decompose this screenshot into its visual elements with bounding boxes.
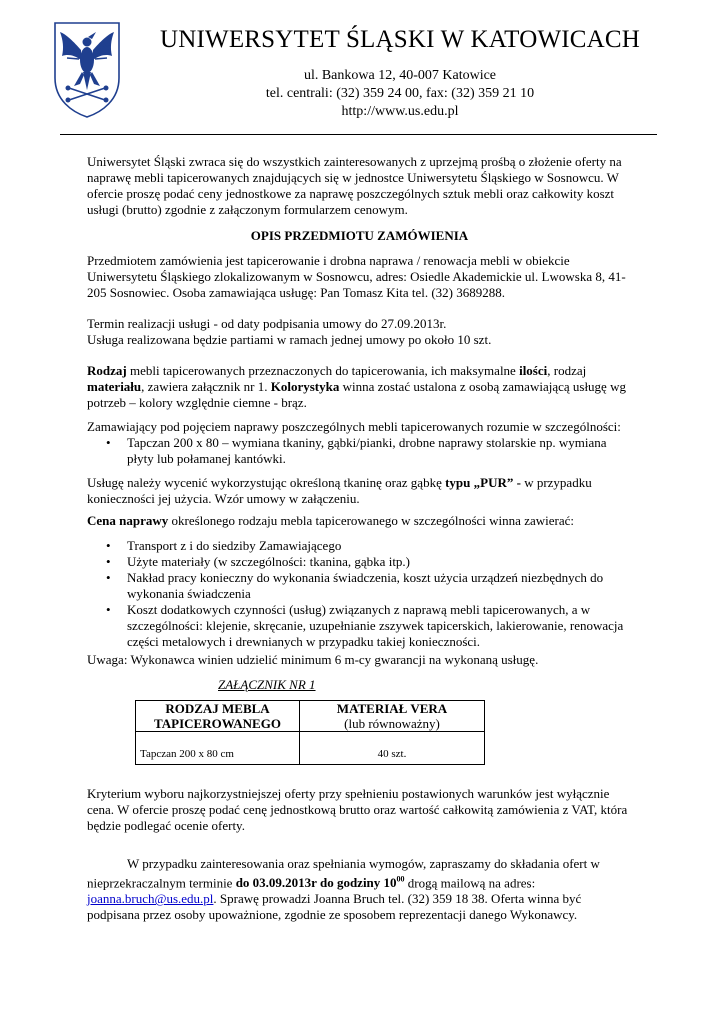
list-item: • Użyte materiały (w szczególności: tkanina, gąbka itp.)	[127, 554, 632, 570]
type-text: mebli tapicerowanych przeznaczonych do tapicerowania, ich maksymalne	[126, 363, 520, 378]
header-line: TAPICEROWANEGO	[154, 716, 281, 731]
batch-line: Usługa realizowana będzie partiami w ramach jednej umowy po około 10 szt.	[87, 332, 492, 347]
section-title: OPIS PRZEDMIOTU ZAMÓWIENIA	[250, 228, 469, 243]
university-crest-logo	[52, 20, 122, 120]
cost-intro	[87, 513, 632, 529]
foam-type-label: typu „PUR” -	[445, 475, 521, 490]
table-header-row	[136, 701, 485, 732]
type-text: winna zostać ustalona z osobą zamawiającą usługę wg potrzeb – kolory względnie ciemne - brąz.	[87, 379, 626, 410]
university-website: http://www.us.edu.pl	[341, 104, 459, 119]
warranty-note: Uwaga: Wykonawca winien udzielić minimum 6 m-cy gwarancji na wykonaną usługę.	[87, 652, 539, 667]
university-phone-fax: tel. centrali: (32) 359 24 00, fax: (32) 359 21 10	[265, 86, 535, 101]
header-line: (lub równoważny)	[344, 716, 440, 731]
col-header-material	[300, 701, 485, 732]
material-label: materiału	[87, 379, 142, 394]
cost-label: Cena naprawy	[87, 513, 169, 528]
list-item: • Transport z i do siedziby Zamawiającego	[127, 538, 632, 554]
header-divider	[60, 134, 657, 135]
deadline-text: do 03.09.2013r do godziny 10	[235, 875, 397, 891]
criteria-paragraph: Kryterium wyboru najkorzystniejszej oferty przy spełnieniu postawionych warunków jest wyłącznie cena. W ofercie proszę podać cenę jednostkową brutto oraz wartość całkowitą zamówienia z VAT, która będzie podlegać ocenie oferty.	[87, 786, 628, 833]
closing-text: drogą mailową na adres:	[404, 875, 536, 891]
color-label: Kolorystyka	[270, 379, 340, 394]
subject-paragraph: Przedmiotem zamówienia jest tapicerowanie i drobna naprawa / renowacja mebli w obiekcie Uniwersytetu Śląskiego zlokalizowanym w Sosnowcu, adres: Osiedle Akademickie ul. Lwowska 8, 41-205 Sosnowiec. Osoba zamawiająca usługę: Pan Tomasz Kita tel. (32) 3689288.	[87, 253, 626, 300]
email-link[interactable]: joanna.bruch@us.edu.pl	[87, 891, 214, 907]
repair-list	[87, 435, 632, 467]
quantity-label: ilości	[519, 363, 548, 378]
table-row	[136, 732, 485, 765]
type-text: , zawiera załącznik nr 1.	[141, 379, 271, 394]
deadline	[236, 875, 405, 890]
repair-intro: Zamawiający pod pojęciem naprawy poszczególnych mebli tapicerowanych rozumie w szczególności:	[87, 419, 621, 434]
header-line: RODZAJ MEBLA	[165, 701, 270, 716]
university-address: ul. Bankowa 12, 40-007 Katowice	[303, 68, 497, 83]
university-name: UNIWERSYTET ŚLĄSKI W KATOWICACH	[160, 26, 641, 53]
closing-text: W przypadku zainteresowania oraz spełniania wymogów, zapraszamy do składania ofert w nieprzekraczalnym terminie	[87, 856, 600, 891]
type-label: Rodzaj	[87, 363, 127, 378]
type-text: , rodzaj	[547, 363, 587, 378]
closing-text: . Sprawę prowadzi Joanna Bruch tel. (32) 359 18 38. Oferta winna być podpisana przez osoby upoważnione, zgodnie ze sposobem reprezentacji danego Wykonawcy.	[87, 891, 582, 923]
annex-title: ZAŁĄCZNIK NR 1	[218, 677, 316, 692]
type-paragraph	[87, 363, 632, 411]
deadline-minutes: 00	[396, 875, 405, 884]
header-line: MATERIAŁ VERA	[336, 701, 448, 716]
pricing-text: w przypadku konieczności jej użycia. Wzór umowy w załączeniu.	[87, 475, 592, 506]
term-line: Termin realizacji usługi - od daty podpisania umowy do 27.09.2013r.	[87, 316, 447, 331]
document-body	[87, 154, 632, 923]
intro-paragraph: Uniwersytet Śląski zwraca się do wszystkich zainteresowanych z uprzejmą prośbą o złożenie oferty na naprawę mebli tapicerowanych znajdujących się w jednostce Uniwersytetu Śląskiego w Sosnowcu. W ofercie proszę podać ceny jednostkowe za naprawę poszczególnych sztuk mebli oraz całkowity koszt usługi (brutto) zgodnie z załączonym formularzem cenowym.	[87, 154, 622, 217]
list-item: • Tapczan 200 x 80 – wymiana tkaniny, gąbki/pianki, drobne naprawy stolarskie np. wymiana płyty lub połamanej kantówki.	[127, 435, 632, 467]
list-item: • Koszt dodatkowych czynności (usług) związanych z naprawą mebli tapicerowanych, a w szczególności: klejenie, skręcanie, uzupełnianie zszywek tapicerskich, lakierowanie, renowacja części metalowych i drewnianych w przypadku takiej konieczności.	[127, 602, 632, 650]
cell-quantity: 40 szt.	[300, 732, 485, 765]
cell-item: Tapczan 200 x 80 cm	[136, 732, 300, 765]
pricing-paragraph	[87, 475, 632, 507]
pricing-text: Usługę należy wycenić wykorzystując określoną tkaninę oraz gąbkę	[87, 475, 446, 490]
closing-paragraph	[87, 856, 632, 923]
cost-text: określonego rodzaju mebla tapicerowanego w szczególności winna zawierać:	[168, 513, 574, 528]
col-header-furniture-type	[136, 701, 300, 732]
list-item: • Nakład pracy konieczny do wykonania świadczenia, koszt użycia urządzeń niezbędnych do wykonania świadczenia	[127, 570, 632, 602]
cost-list	[87, 538, 632, 650]
annex-table	[135, 700, 485, 765]
